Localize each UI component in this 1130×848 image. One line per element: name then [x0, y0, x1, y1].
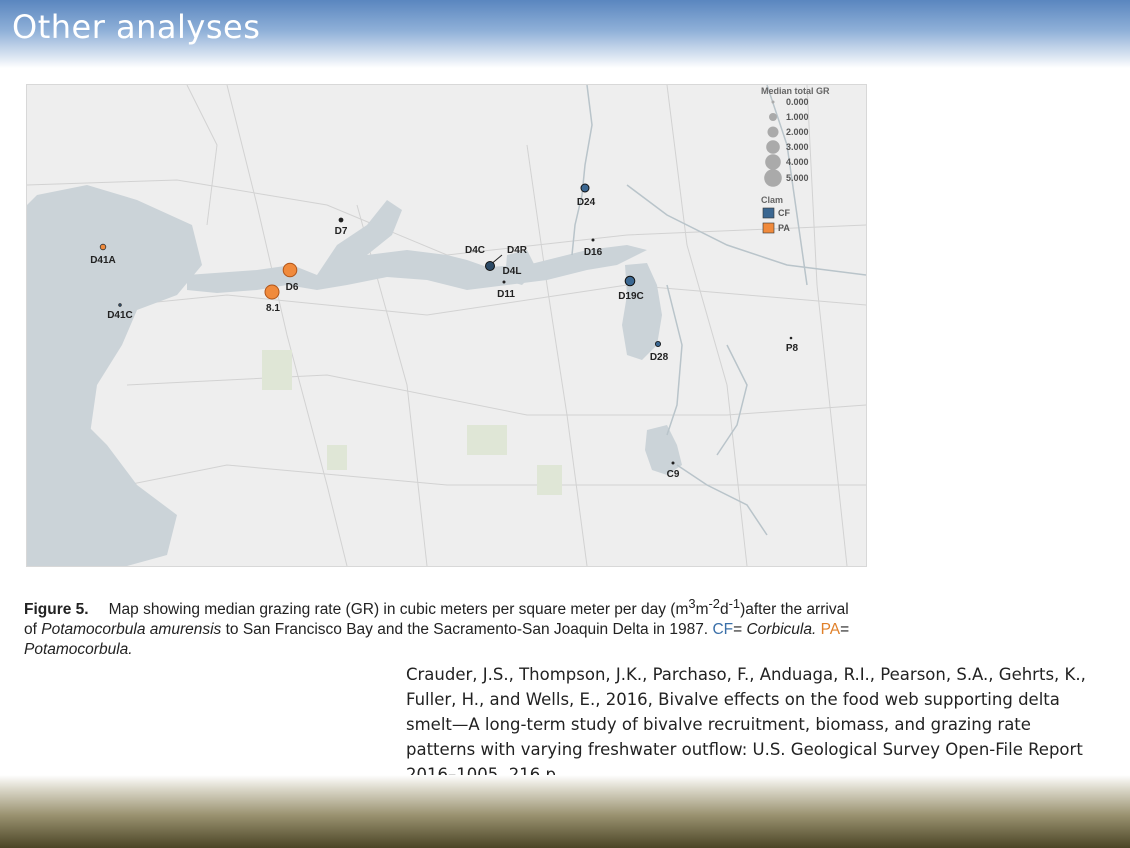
station-C9-label: C9	[666, 469, 680, 480]
station-P8-marker	[790, 337, 793, 340]
legend-size-0: 0.000	[786, 97, 809, 107]
road-network	[27, 85, 866, 566]
legend-size-swatch-2	[768, 127, 779, 138]
station-D19C-label: D19C	[618, 291, 644, 302]
station-D41A-label: D41A	[90, 255, 116, 266]
legend-size-swatch-4	[765, 154, 781, 170]
legend-size-swatch-0	[772, 101, 775, 104]
caption-sup-1: 3	[688, 596, 696, 611]
station-8-1-marker	[265, 285, 279, 299]
water-bodies	[27, 185, 682, 566]
legend-cf-label: CF	[778, 208, 790, 218]
legend-cf-swatch	[763, 208, 774, 218]
caption-text-5: to San Francisco Bay and the Sacramento-San Joaquin Delta in 1987.	[221, 621, 713, 639]
station-D28-label: D28	[649, 352, 669, 363]
map-legend	[761, 86, 830, 233]
legend-size-swatch-5	[764, 169, 782, 187]
figure-label: Figure 5.	[24, 601, 89, 619]
station-D41C-label: D41C	[107, 310, 133, 321]
station-D24-marker	[581, 184, 589, 192]
caption-text-8: =	[840, 621, 850, 639]
station-D41A-marker	[100, 244, 106, 250]
slide-footer-band	[0, 775, 1130, 848]
caption-potamocorbula: Potamocorbula.	[24, 641, 133, 659]
station-D19C-marker	[625, 276, 635, 286]
caption-text-3: d	[719, 601, 729, 619]
station-D11-marker	[503, 281, 506, 284]
caption-text-6: =	[733, 621, 747, 639]
caption-pa-abbrev: PA	[820, 621, 841, 639]
legend-pa-label: PA	[778, 223, 790, 233]
station-D41C-marker	[119, 304, 122, 307]
station-D4-cluster-marker	[486, 262, 495, 271]
station-D16-label: D16	[583, 247, 603, 258]
station-D6-label: D6	[285, 282, 299, 293]
waterways	[572, 85, 866, 535]
legend-size-2: 2.000	[786, 127, 809, 137]
station-D24-label: D24	[576, 197, 596, 208]
station-D7-marker	[339, 218, 343, 222]
caption-text-1: Map showing median grazing rate (GR) in cubic meters per square meter per day (m	[108, 601, 689, 619]
legend-size-1: 1.000	[786, 112, 809, 122]
map-canvas	[27, 85, 866, 566]
reference-citation: Crauder, J.S., Thompson, J.K., Parchaso, F., Anduaga, R.I., Pearson, S.A., Gehrts, K., Fuller, H., and Wells, E., 2016, Bivalve effects on the food web supporting delta smelt—A long-term study of bivalve recruitment, biomass, and grazing rate patterns with varying freshwater outflow: U.S. Geological Survey Open-File Report	[406, 665, 1086, 759]
caption-text-2: m	[695, 601, 709, 619]
station-D4C-label: D4C	[464, 245, 486, 256]
station-D28-marker	[655, 341, 660, 346]
caption-sup-3: -1	[728, 596, 741, 611]
station-D4R-label: D4R	[506, 245, 528, 256]
station-D7-label: D7	[334, 226, 348, 237]
station-D11-label: D11	[497, 289, 515, 300]
caption-species-potamocorbula: Potamocorbula amurensis	[41, 621, 222, 639]
station-P8-label: P8	[785, 343, 799, 354]
legend-pa-swatch	[763, 223, 774, 233]
station-map	[26, 84, 867, 567]
slide-title: Other analyses	[12, 8, 261, 46]
legend-size-swatch-3	[766, 140, 780, 154]
station-D4L-label: D4L	[502, 266, 522, 277]
caption-corbicula: Corbicula.	[746, 621, 817, 639]
station-C9-marker	[672, 462, 675, 465]
caption-text-4: )after the arrival of	[24, 601, 849, 639]
legend-color-title: Clam	[761, 195, 784, 205]
legend-size-5: 5.000	[786, 173, 809, 183]
legend-size-4: 4.000	[786, 157, 809, 167]
legend-size-swatch-1	[769, 113, 777, 121]
station-8-1-label: 8.1	[266, 303, 280, 314]
figure-caption	[24, 594, 864, 660]
caption-sup-2: -2	[708, 596, 720, 611]
legend-size-title: Median total GR	[761, 86, 830, 96]
caption-cf-abbrev: CF	[712, 621, 734, 639]
slide-header-band	[0, 0, 1130, 68]
station-D16-marker	[592, 239, 595, 242]
station-D6-marker	[283, 263, 297, 277]
legend-size-3: 3.000	[786, 142, 809, 152]
